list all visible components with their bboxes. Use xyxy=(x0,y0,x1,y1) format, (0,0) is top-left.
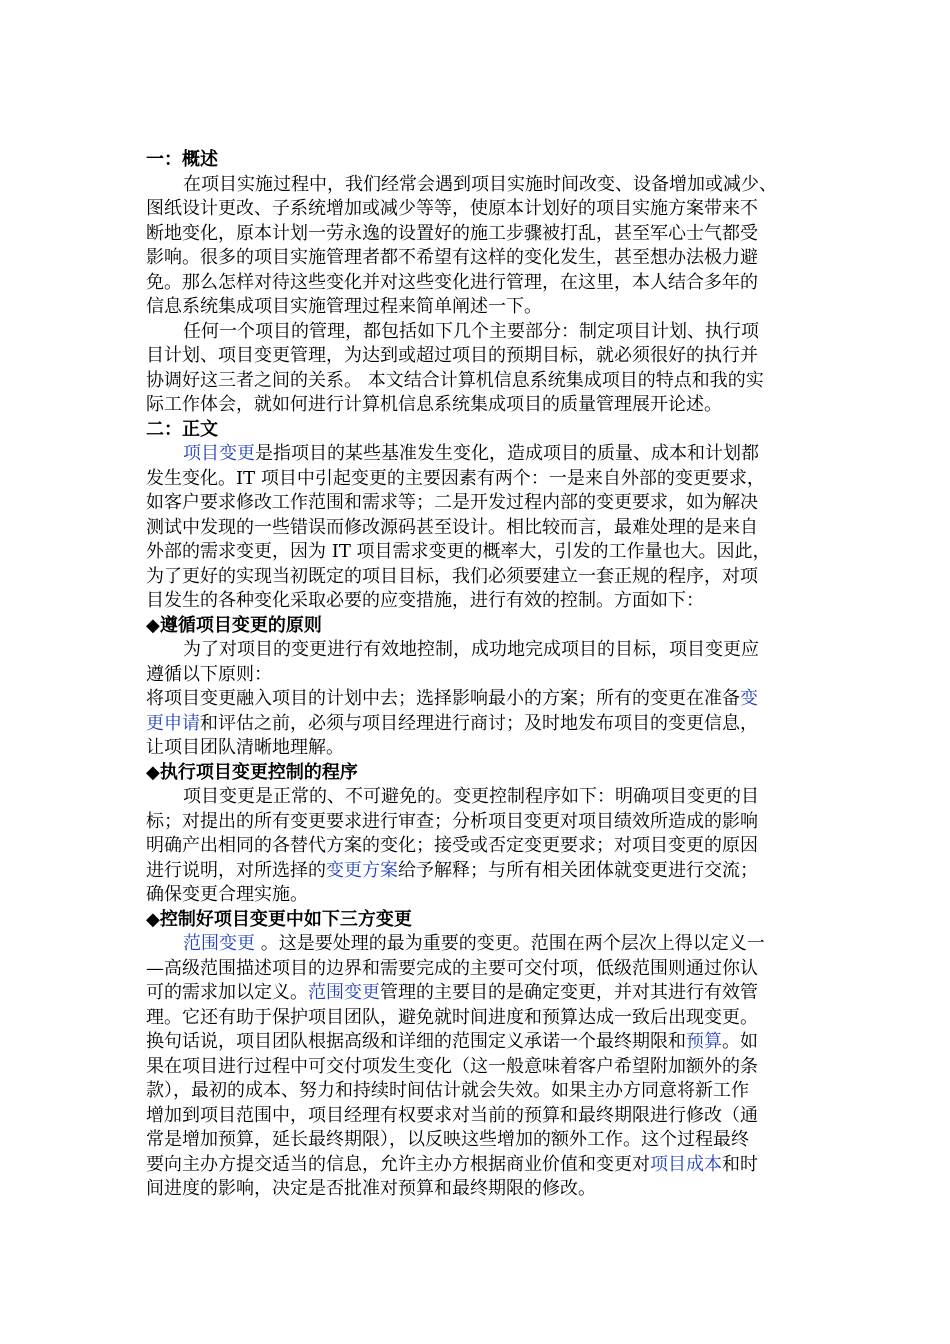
text-run: 在项目实施过程中，我们经常会遇到项目实施时间改变、设备增加或减少、 xyxy=(183,173,777,195)
text-line xyxy=(146,1006,810,1031)
text-run: 让项目团队清晰地理解。 xyxy=(146,737,344,758)
text-line xyxy=(146,246,810,271)
text-line xyxy=(146,785,810,810)
text-line xyxy=(146,1079,810,1104)
text-line xyxy=(146,197,810,222)
text-line xyxy=(146,1177,810,1202)
text-line xyxy=(146,957,810,982)
text-line xyxy=(146,1128,810,1153)
text-line xyxy=(146,565,810,590)
hyperlink[interactable]: 更申请 xyxy=(146,712,200,734)
text-line xyxy=(146,883,810,908)
text-run: 免。那么怎样对待这些变化并对这些变化进行管理，在这里，本人结合多年的 xyxy=(146,271,758,293)
text-run: 。如 xyxy=(722,1031,758,1052)
text-line xyxy=(146,981,810,1006)
text-line xyxy=(146,638,810,663)
text-run: 信息系统集成项目实施管理过程来简单阐述一下。 xyxy=(146,296,542,317)
text-run: 断地变化，原本计划一劳永逸的设置好的施工步骤被打乱，甚至军心士气都受 xyxy=(146,222,758,244)
text-line xyxy=(146,932,810,957)
text-run: 任何一个项目的管理，都包括如下几个主要部分：制定项目计划、执行项 xyxy=(183,320,759,342)
text-run: 。这是要处理的最为重要的变更。范围在两个层次上得以定义一 xyxy=(260,933,765,954)
text-run: 际工作体会，就如何进行计算机信息系统集成项目的质量管理展开论述。 xyxy=(146,394,722,415)
text-run: 如客户要求修改工作范围和需求等；二是开发过程内部的变更要求，如为解决 xyxy=(146,492,758,513)
text-run: 为了对项目的变更进行有效地控制，成功地完成项目的目标，项目变更应 xyxy=(183,639,759,660)
text-run: 目计划、项目变更管理，为达到或超过项目的预期目标，就必须很好的执行并 xyxy=(146,345,758,366)
text-run: 将项目变更融入项目的计划中去；选择影响最小的方案；所有的变更在准备 xyxy=(146,688,740,709)
text-line xyxy=(146,736,810,761)
text-run: 协调好这三者之间的关系。 本文结合计算机信息系统集成项目的特点和我的实 xyxy=(146,369,764,391)
text-line xyxy=(146,271,810,296)
text-run: 执行项目变更控制的程序 xyxy=(159,761,358,783)
text-run: 影响。很多的项目实施管理者都不希望有这样的变化发生，甚至想办法极力避 xyxy=(146,247,758,268)
hyperlink[interactable]: 变 xyxy=(740,688,758,709)
text-line xyxy=(146,516,810,541)
hyperlink[interactable]: 范围变更 xyxy=(183,933,261,954)
text-run: 一：概述 xyxy=(146,149,218,170)
text-line xyxy=(146,173,810,198)
text-run: 测试中发现的一些错误而修改源码甚至设计。相比较而言，最难处理的是来自 xyxy=(146,516,758,538)
text-line xyxy=(146,320,810,345)
text-line xyxy=(146,1055,810,1080)
hyperlink[interactable]: 预算 xyxy=(686,1031,722,1052)
text-line xyxy=(146,1153,810,1178)
text-run: 和时 xyxy=(722,1153,758,1175)
hyperlink[interactable]: 项目成本 xyxy=(650,1153,722,1175)
text-line xyxy=(146,589,810,614)
text-line xyxy=(146,442,810,467)
text-run: 图纸设计更改、子系统增加或减少等等，使原本计划好的项目实施方案带来不 xyxy=(146,198,758,219)
text-line xyxy=(146,369,810,394)
text-line xyxy=(146,712,810,737)
hyperlink[interactable]: 变更方案 xyxy=(326,859,398,881)
text-line xyxy=(146,467,810,492)
text-run: 是指项目的某些基准发生变化，造成项目的质量、成本和计划都 xyxy=(255,443,759,464)
text-run: 遵循以下原则： xyxy=(146,663,272,685)
text-run: 换句话说，项目团队根据高级和详细的范围定义承诺一个最终期限和 xyxy=(146,1031,686,1052)
section-heading xyxy=(146,761,810,786)
text-run: 要向主办方提交适当的信息，允许主办方根据商业价值和变更对 xyxy=(146,1153,650,1175)
text-line xyxy=(146,1030,810,1055)
text-run: 为了更好的实现当初既定的项目目标，我们必须要建立一套正规的程序，对项 xyxy=(146,565,758,587)
text-run: 管理的主要目的是确定变更，并对其进行有效管 xyxy=(380,982,758,1003)
text-run: 进行说明，对所选择的 xyxy=(146,859,326,881)
text-run: 遵循项目变更的原则 xyxy=(159,614,322,636)
text-line xyxy=(146,540,810,565)
text-run: 二：正文 xyxy=(146,418,218,440)
text-run: 标；对提出的所有变更要求进行审查；分析项目变更对项目绩效所造成的影响 xyxy=(146,810,758,832)
text-run: 确保变更合理实施。 xyxy=(146,884,308,905)
text-run: 给予解释；与所有相关团体就变更进行交流； xyxy=(398,859,758,881)
text-run: 目发生的各种变化采取必要的应变措施，进行有效的控制。方面如下： xyxy=(146,590,704,611)
section-heading xyxy=(146,418,810,443)
hyperlink[interactable]: 范围变更 xyxy=(308,982,380,1003)
diamond-bullet-icon: ◆ xyxy=(146,614,160,636)
text-run: 发生变化。IT 项目中引起变更的主要因素有两个：一是来自外部的变更要求， xyxy=(146,467,765,489)
text-run: 控制好项目变更中如下三方变更 xyxy=(159,908,412,930)
text-run: 项目变更是正常的、不可避免的。变更控制程序如下：明确项目变更的目 xyxy=(183,786,759,807)
text-run: 外部的需求变更，因为 IT 项目需求变更的概率大，引发的工作量也大。因此， xyxy=(146,541,771,562)
text-line xyxy=(146,1104,810,1129)
hyperlink[interactable]: 项目变更 xyxy=(183,443,255,464)
text-line xyxy=(146,859,810,884)
text-line xyxy=(146,687,810,712)
text-run: 增加到项目范围中，项目经理有权要求对当前的预算和最终期限进行修改（通 xyxy=(146,1104,758,1126)
text-run: 常是增加预算，延长最终期限），以反映这些增加的额外工作。这个过程最终 xyxy=(146,1129,749,1150)
text-line xyxy=(146,834,810,859)
text-line xyxy=(146,393,810,418)
document-body xyxy=(146,148,810,1202)
section-heading xyxy=(146,614,810,639)
text-line xyxy=(146,344,810,369)
text-run: 明确产出相同的各替代方案的变化；接受或否定变更要求；对项目变更的原因 xyxy=(146,835,758,856)
text-run: 间进度的影响，决定是否批准对预算和最终期限的修改。 xyxy=(146,1178,596,1199)
section-heading xyxy=(146,148,810,173)
text-run: —高级范围描述项目的边界和需要完成的主要可交付项，低级范围则通过你认 xyxy=(146,957,758,979)
text-line xyxy=(146,222,810,247)
text-run: 款），最初的成本、努力和持续时间估计就会失效。如果主办方同意将新工作 xyxy=(146,1080,749,1101)
text-line xyxy=(146,663,810,688)
section-heading xyxy=(146,908,810,933)
text-run: 果在项目进行过程中可交付项发生变化（这一般意味着客户希望附加额外的条 xyxy=(146,1055,758,1077)
text-run: 理。它还有助于保护项目团队，避免就时间进度和预算达成一致后出现变更。 xyxy=(146,1006,758,1028)
diamond-bullet-icon: ◆ xyxy=(146,761,160,783)
text-line xyxy=(146,491,810,516)
text-line xyxy=(146,810,810,835)
text-line xyxy=(146,295,810,320)
text-run: 可的需求加以定义。 xyxy=(146,982,308,1003)
text-run: 和评估之前，必须与项目经理进行商讨；及时地发布项目的变更信息， xyxy=(200,712,758,734)
diamond-bullet-icon: ◆ xyxy=(146,908,160,930)
